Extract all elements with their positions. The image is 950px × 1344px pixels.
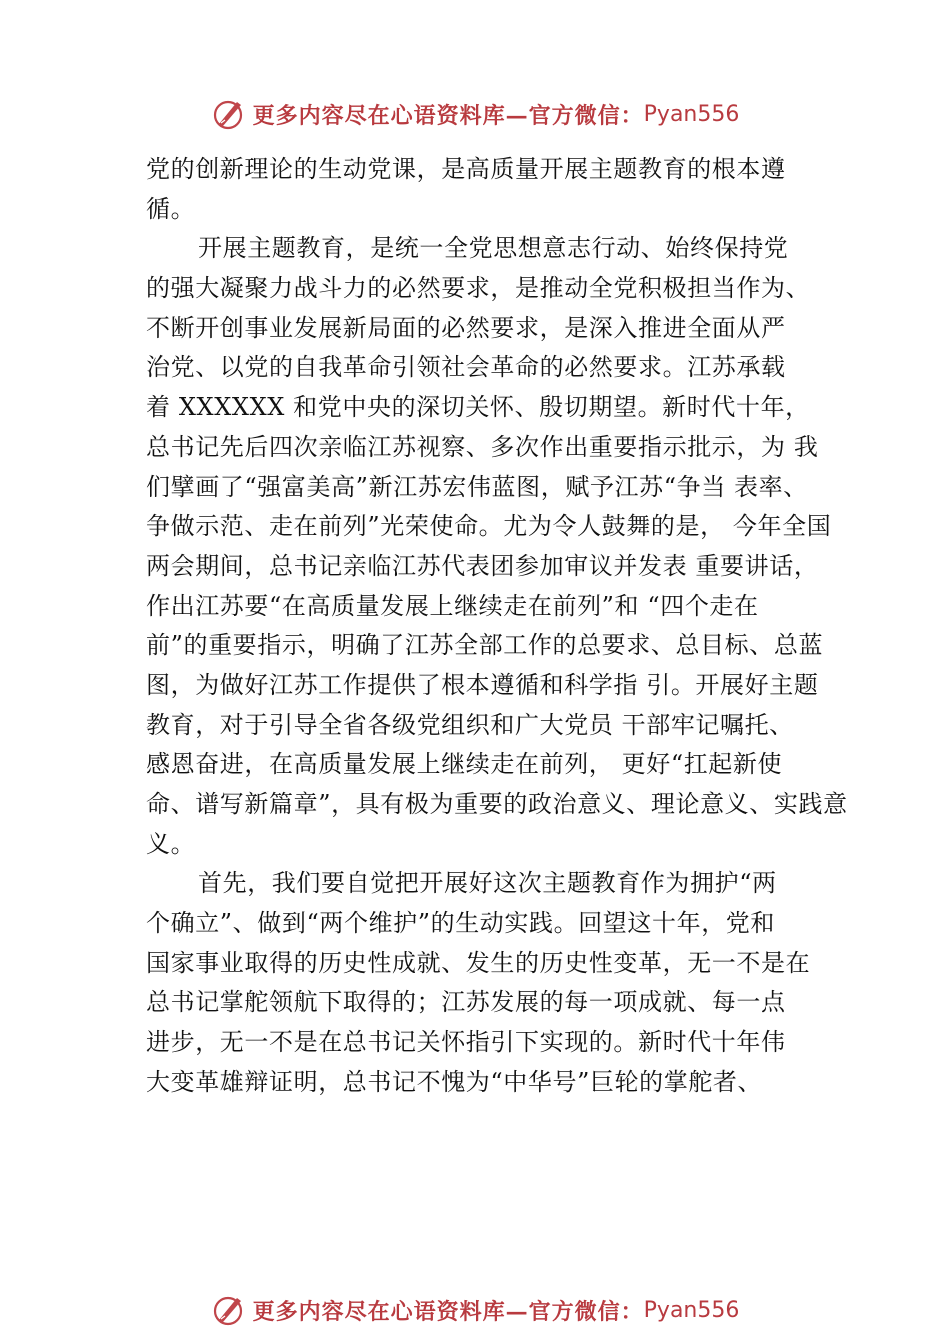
paragraph-first-line: 开展主题教育，是统一全党思想意志行动、始终保持党: [198, 234, 789, 263]
text-line: 两会期间，总书记亲临江苏代表团参加审议并发表 重要讲话，: [146, 551, 819, 580]
text-line: 循。: [146, 194, 196, 223]
text-line: 们擘画了“强富美高”新江苏宏伟蓝图，赋予江苏“争当 表率、: [146, 472, 808, 501]
watermark-contact: Pyan556: [643, 1297, 740, 1323]
watermark-contact: Pyan556: [643, 101, 740, 127]
text-line: 总书记掌舵领航下取得的；江苏发展的每一项成就、每一点: [146, 988, 786, 1017]
quill-pen-logo-icon: [211, 96, 247, 132]
text-line: 前”的重要指示，明确了江苏全部工作的总要求、总目标、总蓝: [146, 631, 824, 660]
text-line: 感恩奋进，在高质量发展上继续走在前列， 更好“扛起新使: [146, 750, 783, 779]
text-line: 教育，对于引导全省各级党组织和广大党员 干部牢记嘱托、: [146, 710, 794, 739]
watermark-text: 更多内容尽在心语资料库—官方微信：: [252, 102, 644, 129]
text-line: 不断开创事业发展新局面的必然要求，是深入推进全面从严: [146, 313, 786, 342]
footer-watermark: [0, 1288, 950, 1332]
text-line: 治党、以党的自我革命引领社会革命的必然要求。江苏承载: [146, 353, 786, 382]
text-line: 总书记先后四次亲临江苏视察、多次作出重要指示批示，为 我: [146, 432, 819, 461]
text-line: 作出江苏要“在高质量发展上继续走在前列”和 “四个走在: [146, 591, 759, 620]
text-line: 命、谱写新篇章”，具有极为重要的政治意义、理论意义、实践意: [146, 790, 848, 818]
text-line: 进步，无一不是在总书记关怀指引下实现的。新时代十年伟: [146, 1028, 786, 1057]
paragraph-first-line: 首先，我们要自觉把开展好这次主题教育作为拥护“两: [198, 869, 777, 898]
text-line: 国家事业取得的历史性成就、发生的历史性变革，无一不是在: [146, 948, 811, 977]
text-line: 的强大凝聚力战斗力的必然要求，是推动全党积极担当作为、: [146, 274, 811, 303]
text-line: 着 XXXXXX 和党中央的深切关怀、殷切期望。新时代十年，: [146, 393, 810, 422]
text-line: 党的创新理论的生动党课，是高质量开展主题教育的根本遵: [146, 155, 786, 183]
quill-pen-logo-icon: [211, 1292, 247, 1328]
text-line: 义。: [146, 829, 196, 858]
watermark-text: 更多内容尽在心语资料库—官方微信：: [252, 1298, 644, 1325]
text-line: 争做示范、走在前列”光荣使命。尤为令人鼓舞的是， 今年全国: [146, 512, 832, 541]
header-watermark: [0, 92, 950, 136]
document-body: [146, 150, 846, 1103]
text-line: 个确立”、做到“两个维护”的生动实践。回望这十年，党和: [146, 909, 776, 938]
text-line: 图，为做好江苏工作提供了根本遵循和科学指 引。开展好主题: [146, 670, 819, 699]
text-line: 大变革雄辩证明，总书记不愧为“中华号”巨轮的掌舵者、: [146, 1067, 763, 1096]
